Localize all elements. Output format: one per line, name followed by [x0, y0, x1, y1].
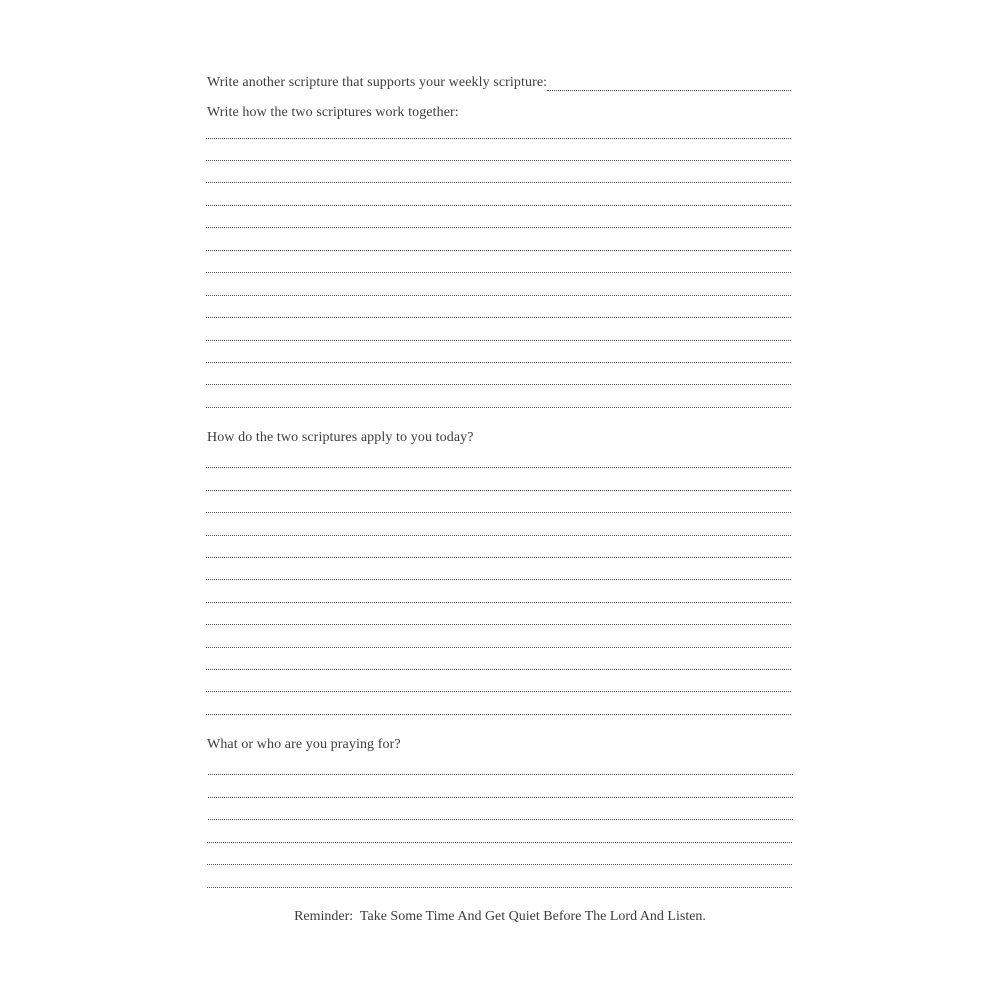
writing-line[interactable]: [206, 557, 791, 558]
writing-line[interactable]: [206, 227, 791, 228]
writing-line[interactable]: [206, 714, 791, 715]
writing-line[interactable]: [208, 797, 793, 798]
writing-line[interactable]: [206, 691, 791, 692]
writing-line[interactable]: [206, 182, 791, 183]
apply-today-prompt: How do the two scriptures apply to you today?: [207, 430, 474, 445]
writing-line[interactable]: [206, 138, 791, 139]
writing-line[interactable]: [206, 362, 791, 363]
work-together-prompt: Write how the two scriptures work together:: [207, 105, 459, 120]
writing-line[interactable]: [206, 340, 791, 341]
reminder-text: Reminder: Take Some Time And Get Quiet Before The Lord And Listen.: [294, 909, 706, 924]
writing-line[interactable]: [206, 160, 791, 161]
writing-line[interactable]: [206, 512, 791, 513]
writing-line[interactable]: [206, 205, 791, 206]
writing-line[interactable]: [206, 272, 791, 273]
writing-line[interactable]: [207, 864, 792, 865]
writing-line[interactable]: [208, 774, 793, 775]
writing-line[interactable]: [206, 602, 791, 603]
writing-line[interactable]: [206, 467, 791, 468]
supporting-scripture-answer-line[interactable]: [547, 90, 791, 91]
writing-line[interactable]: [206, 669, 791, 670]
writing-line[interactable]: [206, 579, 791, 580]
writing-line[interactable]: [208, 819, 793, 820]
writing-line[interactable]: [207, 842, 792, 843]
writing-line[interactable]: [206, 535, 791, 536]
writing-line[interactable]: [206, 295, 791, 296]
writing-line[interactable]: [206, 407, 791, 408]
praying-for-prompt: What or who are you praying for?: [207, 737, 401, 752]
writing-line[interactable]: [206, 647, 791, 648]
writing-line[interactable]: [207, 887, 792, 888]
writing-line[interactable]: [206, 250, 791, 251]
supporting-scripture-prompt: Write another scripture that supports your weekly scripture:: [207, 75, 548, 90]
writing-line[interactable]: [206, 490, 791, 491]
writing-line[interactable]: [206, 624, 791, 625]
writing-line[interactable]: [206, 317, 791, 318]
writing-line[interactable]: [206, 384, 791, 385]
